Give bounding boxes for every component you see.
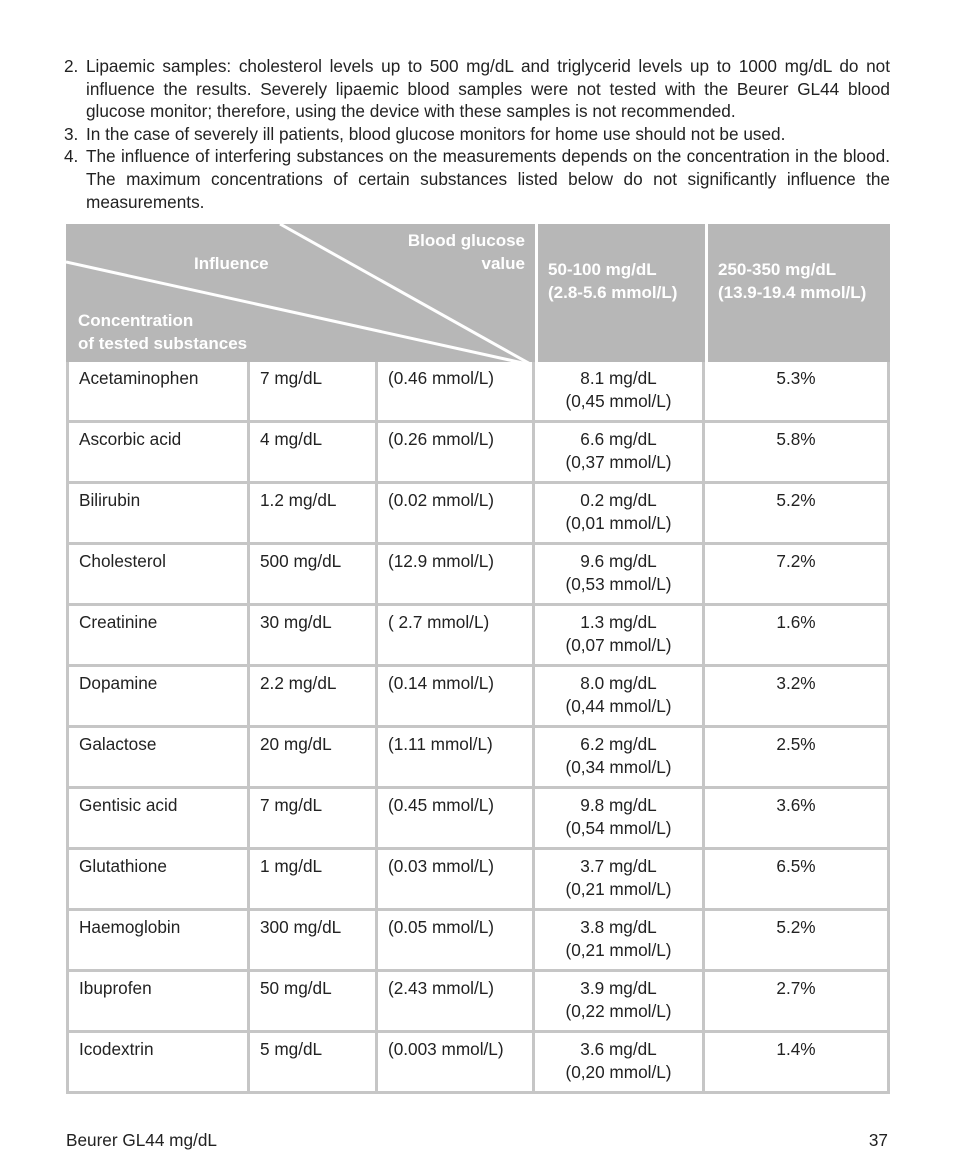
substance-mg: 7 mg/dL — [260, 368, 323, 388]
substance-mmol-cell — [378, 1033, 535, 1094]
substance-mg-cell — [250, 1033, 378, 1094]
low-range-value-cell — [535, 789, 705, 850]
high-range-value: 2.7% — [776, 978, 816, 998]
low-range-value-cell — [535, 850, 705, 911]
low-range-value: 3.9 mg/dL — [580, 978, 657, 998]
substance-mmol: (0.26 mmol/L) — [388, 429, 495, 449]
substance-mg-cell — [250, 789, 378, 850]
low-range-mg: 50-100 mg/dL — [548, 260, 657, 279]
substance-mg: 4 mg/dL — [260, 429, 323, 449]
substance-name: Icodextrin — [79, 1039, 154, 1059]
substance-mg: 30 mg/dL — [260, 612, 332, 632]
high-range-value: 3.6% — [776, 795, 816, 815]
note-number: 2. — [64, 56, 79, 76]
substance-mg: 50 mg/dL — [260, 978, 332, 998]
low-range-value: 6.2 mg/dL — [580, 734, 657, 754]
low-range-value: 8.0 mg/dL — [580, 673, 657, 693]
substance-mmol: (0.02 mmol/L) — [388, 490, 495, 510]
substance-mmol-cell — [378, 911, 535, 972]
table-row — [66, 423, 890, 484]
low-range-value: 0.2 mg/dL — [580, 490, 657, 510]
low-range-value: (0,21 mmol/L) — [565, 939, 672, 960]
high-range-value-cell — [705, 423, 890, 484]
substance-mg: 2.2 mg/dL — [260, 673, 337, 693]
substance-name: Gentisic acid — [79, 795, 178, 815]
notes-list — [64, 55, 890, 213]
note-text: The influence of interfering substances on the measurements depends on the concentration in the blood. The maximum concentrations of certain substances listed below do not significantly influence the measurements. — [86, 146, 890, 212]
low-range-value-cell — [535, 545, 705, 606]
header-low-range — [535, 224, 705, 362]
substance-mmol-cell — [378, 728, 535, 789]
low-range-value-cell — [535, 606, 705, 667]
substance-name: Creatinine — [79, 612, 158, 632]
substance-mmol: (0.03 mmol/L) — [388, 856, 495, 876]
substance-name: Cholesterol — [79, 551, 166, 571]
low-range-value: (0,45 mmol/L) — [565, 390, 672, 411]
table-row — [66, 911, 890, 972]
low-range-value-cell — [535, 423, 705, 484]
low-range-value: (0,44 mmol/L) — [565, 695, 672, 716]
high-range-value: 7.2% — [776, 551, 816, 571]
table-row — [66, 484, 890, 545]
substance-name-cell — [66, 362, 250, 423]
substance-mg: 5 mg/dL — [260, 1039, 323, 1059]
substance-mmol-cell — [378, 606, 535, 667]
low-range-value: (0,07 mmol/L) — [565, 634, 672, 655]
substance-mmol-cell — [378, 850, 535, 911]
low-range-value-cell — [535, 972, 705, 1033]
table-header-row — [66, 224, 890, 362]
low-range-mmol: (2.8-5.6 mmol/L) — [548, 283, 678, 302]
high-range-value: 5.8% — [776, 429, 816, 449]
substance-mmol: (0.14 mmol/L) — [388, 673, 495, 693]
substance-mg: 1 mg/dL — [260, 856, 323, 876]
substance-mg-cell — [250, 728, 378, 789]
high-range-value-cell — [705, 545, 890, 606]
high-range-value-cell — [705, 911, 890, 972]
substance-name: Haemoglobin — [79, 917, 181, 937]
high-range-value-cell — [705, 728, 890, 789]
table-row — [66, 728, 890, 789]
high-range-mmol: (13.9-19.4 mmol/L) — [718, 283, 867, 302]
substance-mg-cell — [250, 484, 378, 545]
substance-mmol-cell — [378, 545, 535, 606]
substance-mmol-cell — [378, 972, 535, 1033]
table-row — [66, 1033, 890, 1094]
interference-table — [66, 224, 890, 1094]
substance-name-cell — [66, 789, 250, 850]
substance-mmol-cell — [378, 667, 535, 728]
high-range-value-cell — [705, 484, 890, 545]
low-range-value: (0,22 mmol/L) — [565, 1000, 672, 1021]
high-range-value-cell — [705, 1033, 890, 1094]
high-range-value-cell — [705, 972, 890, 1033]
low-range-value: (0,21 mmol/L) — [565, 878, 672, 899]
low-range-value: (0,54 mmol/L) — [565, 817, 672, 838]
value-label: value — [481, 254, 525, 273]
tested-substances-label: of tested substances — [78, 334, 248, 353]
low-range-value-cell — [535, 1033, 705, 1094]
low-range-value: 9.8 mg/dL — [580, 795, 657, 815]
high-range-value: 5.2% — [776, 490, 816, 510]
high-range-value-cell — [705, 606, 890, 667]
blood-glucose-label: Blood glucose — [407, 231, 525, 250]
substance-name-cell — [66, 545, 250, 606]
high-range-value: 5.3% — [776, 368, 816, 388]
substance-mmol: (0.05 mmol/L) — [388, 917, 495, 937]
table-row — [66, 362, 890, 423]
note-item — [64, 55, 890, 123]
substance-name-cell — [66, 850, 250, 911]
substance-name: Ibuprofen — [79, 978, 152, 998]
substance-mg-cell — [250, 362, 378, 423]
page-number: 37 — [868, 1130, 888, 1150]
low-range-value: (0,01 mmol/L) — [565, 512, 672, 533]
substance-mmol-cell — [378, 423, 535, 484]
substance-mg-cell — [250, 667, 378, 728]
note-number: 3. — [64, 123, 79, 144]
note-number: 4. — [64, 146, 79, 167]
low-range-value: 3.8 mg/dL — [580, 917, 657, 937]
high-range-value: 2.5% — [776, 734, 816, 754]
substance-name-cell — [66, 728, 250, 789]
table-row — [66, 789, 890, 850]
note-text: In the case of severely ill patients, blood glucose monitors for home use should not be used. — [86, 123, 786, 144]
high-range-mg: 250-350 mg/dL — [718, 260, 837, 279]
table-row — [66, 667, 890, 728]
page-footer — [66, 1130, 888, 1151]
substance-mmol: (0.46 mmol/L) — [388, 368, 495, 388]
substance-mmol-cell — [378, 362, 535, 423]
concentration-label: Concentration — [78, 311, 194, 330]
substance-name-cell — [66, 667, 250, 728]
substance-name: Dopamine — [79, 673, 158, 693]
substance-name: Ascorbic acid — [79, 429, 182, 449]
substance-name: Galactose — [79, 734, 157, 754]
note-text: Lipaemic samples: cholesterol levels up to 500 mg/dL and triglycerid levels up to 1000 mg/dL do not influence the results. Severely lipaemic blood samples were not tested with the Beurer GL44 blood glucose monitor; therefore, using the device with these samples is not recommended. — [86, 56, 890, 122]
low-range-value-cell — [535, 728, 705, 789]
low-range-value: 6.6 mg/dL — [580, 429, 657, 449]
substance-mmol: (1.11 mmol/L) — [388, 734, 493, 754]
low-range-value: (0,34 mmol/L) — [565, 756, 672, 777]
note-item — [64, 123, 890, 146]
table-row — [66, 545, 890, 606]
high-range-value: 1.4% — [776, 1039, 816, 1059]
substance-name-cell — [66, 1033, 250, 1094]
substance-mmol-cell — [378, 484, 535, 545]
header-high-range — [705, 224, 890, 362]
substance-mg-cell — [250, 423, 378, 484]
high-range-value: 1.6% — [776, 612, 816, 632]
substance-name-cell — [66, 423, 250, 484]
substance-name: Bilirubin — [79, 490, 141, 510]
low-range-value: (0,37 mmol/L) — [565, 451, 672, 472]
substance-mmol: (0.45 mmol/L) — [388, 795, 495, 815]
substance-name-cell — [66, 606, 250, 667]
low-range-value: (0,20 mmol/L) — [565, 1061, 672, 1082]
low-range-value: 9.6 mg/dL — [580, 551, 657, 571]
substance-mg: 7 mg/dL — [260, 795, 323, 815]
high-range-value: 3.2% — [776, 673, 816, 693]
substance-mg: 300 mg/dL — [260, 917, 342, 937]
substance-mg: 20 mg/dL — [260, 734, 332, 754]
substance-mg-cell — [250, 606, 378, 667]
diagonal-header-cell — [66, 224, 535, 362]
substance-mg-cell — [250, 545, 378, 606]
high-range-value: 5.2% — [776, 917, 816, 937]
substance-mmol: (2.43 mmol/L) — [388, 978, 495, 998]
substance-name: Glutathione — [79, 856, 167, 876]
low-range-value-cell — [535, 911, 705, 972]
substance-mg-cell — [250, 911, 378, 972]
influence-label: Influence — [194, 254, 269, 273]
note-item — [64, 145, 890, 213]
table-row — [66, 606, 890, 667]
low-range-value: 3.7 mg/dL — [580, 856, 657, 876]
substance-name-cell — [66, 911, 250, 972]
low-range-value: 8.1 mg/dL — [580, 368, 657, 388]
low-range-value-cell — [535, 484, 705, 545]
substance-mg: 1.2 mg/dL — [260, 490, 337, 510]
substance-name-cell — [66, 972, 250, 1033]
low-range-value: (0,53 mmol/L) — [565, 573, 672, 594]
substance-mg-cell — [250, 972, 378, 1033]
high-range-value: 6.5% — [776, 856, 816, 876]
table-row — [66, 850, 890, 911]
substance-mg-cell — [250, 850, 378, 911]
footer-title: Beurer GL44 mg/dL — [66, 1130, 217, 1150]
substance-mg: 500 mg/dL — [260, 551, 342, 571]
substance-mmol: (0.003 mmol/L) — [388, 1039, 504, 1059]
table-row — [66, 972, 890, 1033]
high-range-value-cell — [705, 362, 890, 423]
substance-mmol-cell — [378, 789, 535, 850]
low-range-value: 3.6 mg/dL — [580, 1039, 657, 1059]
substance-mmol: (12.9 mmol/L) — [388, 551, 495, 571]
low-range-value-cell — [535, 362, 705, 423]
low-range-value: 1.3 mg/dL — [580, 612, 657, 632]
table-body — [66, 362, 890, 1094]
high-range-value-cell — [705, 667, 890, 728]
substance-name-cell — [66, 484, 250, 545]
low-range-value-cell — [535, 667, 705, 728]
substance-mmol: ( 2.7 mmol/L) — [388, 612, 490, 632]
high-range-value-cell — [705, 789, 890, 850]
high-range-value-cell — [705, 850, 890, 911]
substance-name: Acetaminophen — [79, 368, 199, 388]
